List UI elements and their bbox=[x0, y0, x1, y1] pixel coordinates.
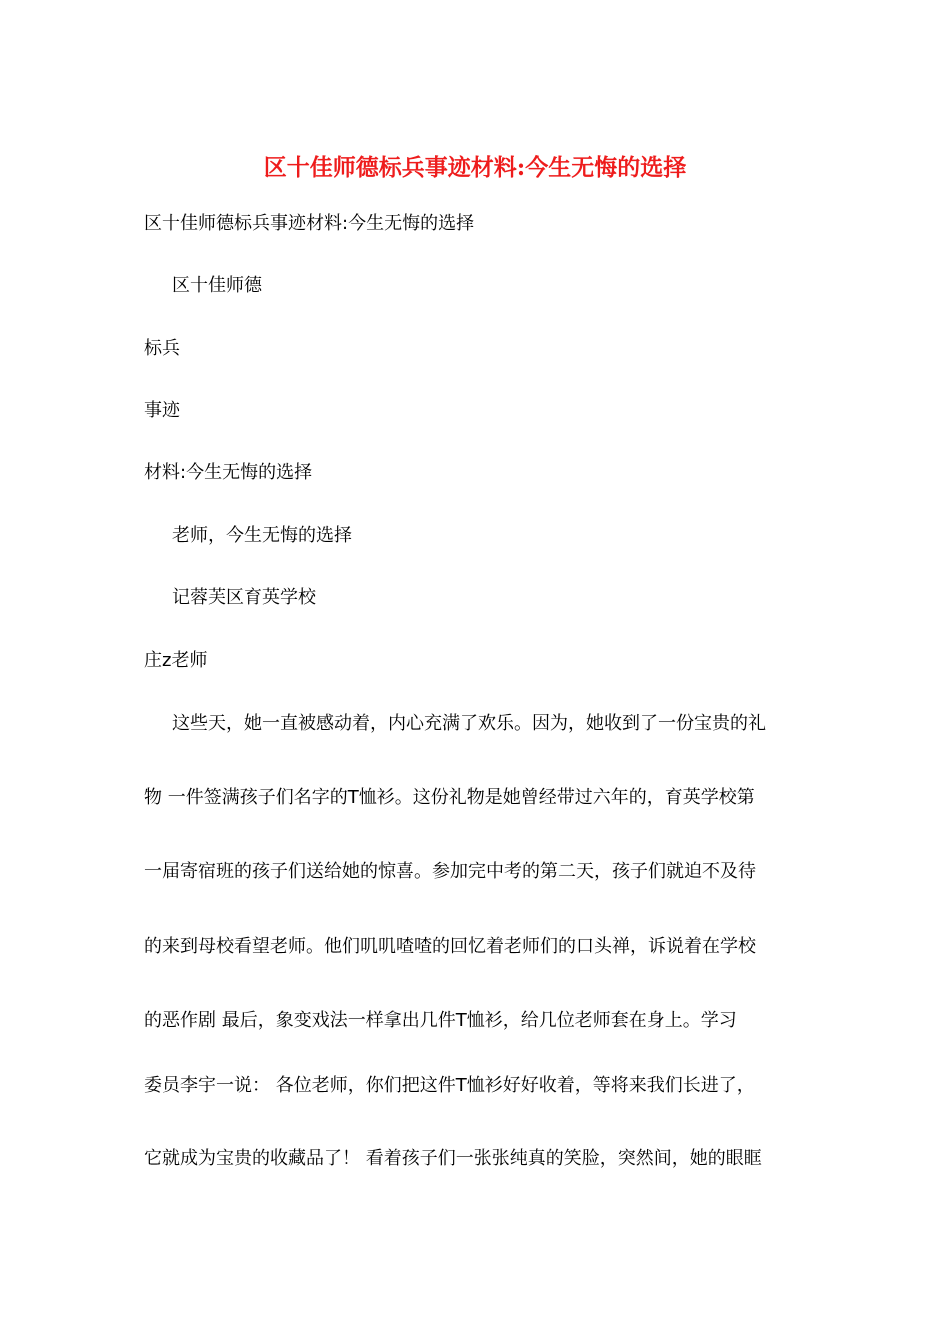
text-line: 区十佳师德 bbox=[172, 275, 262, 296]
paragraph-line: 这些天，她一直被感动着，内心充满了欢乐。因为，她收到了一份宝贵的礼 bbox=[172, 713, 766, 734]
paragraph-line: 物 一件签满孩子们名字的T恤衫。这份礼物是她曾经带过六年的，育英学校第 bbox=[144, 787, 755, 808]
text-line: 记蓉芙区育英学校 bbox=[172, 587, 316, 608]
paragraph-line: 委员李宇一说： 各位老师，你们把这件T恤衫好好收着，等将来我们长进了， bbox=[144, 1075, 755, 1096]
text-line: 庄z老师 bbox=[144, 650, 208, 671]
paragraph-line: 它就成为宝贵的收藏品了！ 看着孩子们一张张纯真的笑脸，突然间，她的眼眶 bbox=[144, 1148, 762, 1169]
document-title: 区十佳师德标兵事迹材料:今生无悔的选择 bbox=[263, 154, 687, 181]
paragraph-line: 的恶作剧 最后，象变戏法一样拿出几件T恤衫，给几位老师套在身上。学习 bbox=[144, 1010, 737, 1031]
text-line: 标兵 bbox=[144, 338, 180, 359]
text-line: 事迹 bbox=[144, 400, 180, 421]
text-line: 材料:今生无悔的选择 bbox=[144, 462, 313, 483]
text-line: 区十佳师德标兵事迹材料:今生无悔的选择 bbox=[144, 213, 475, 234]
paragraph-line: 的来到母校看望老师。他们叽叽喳喳的回忆着老师们的口头禅，诉说着在学校 bbox=[144, 936, 756, 957]
paragraph-line: 一届寄宿班的孩子们送给她的惊喜。参加完中考的第二天，孩子们就迫不及待 bbox=[144, 861, 756, 882]
text-line: 老师，今生无悔的选择 bbox=[172, 525, 352, 546]
